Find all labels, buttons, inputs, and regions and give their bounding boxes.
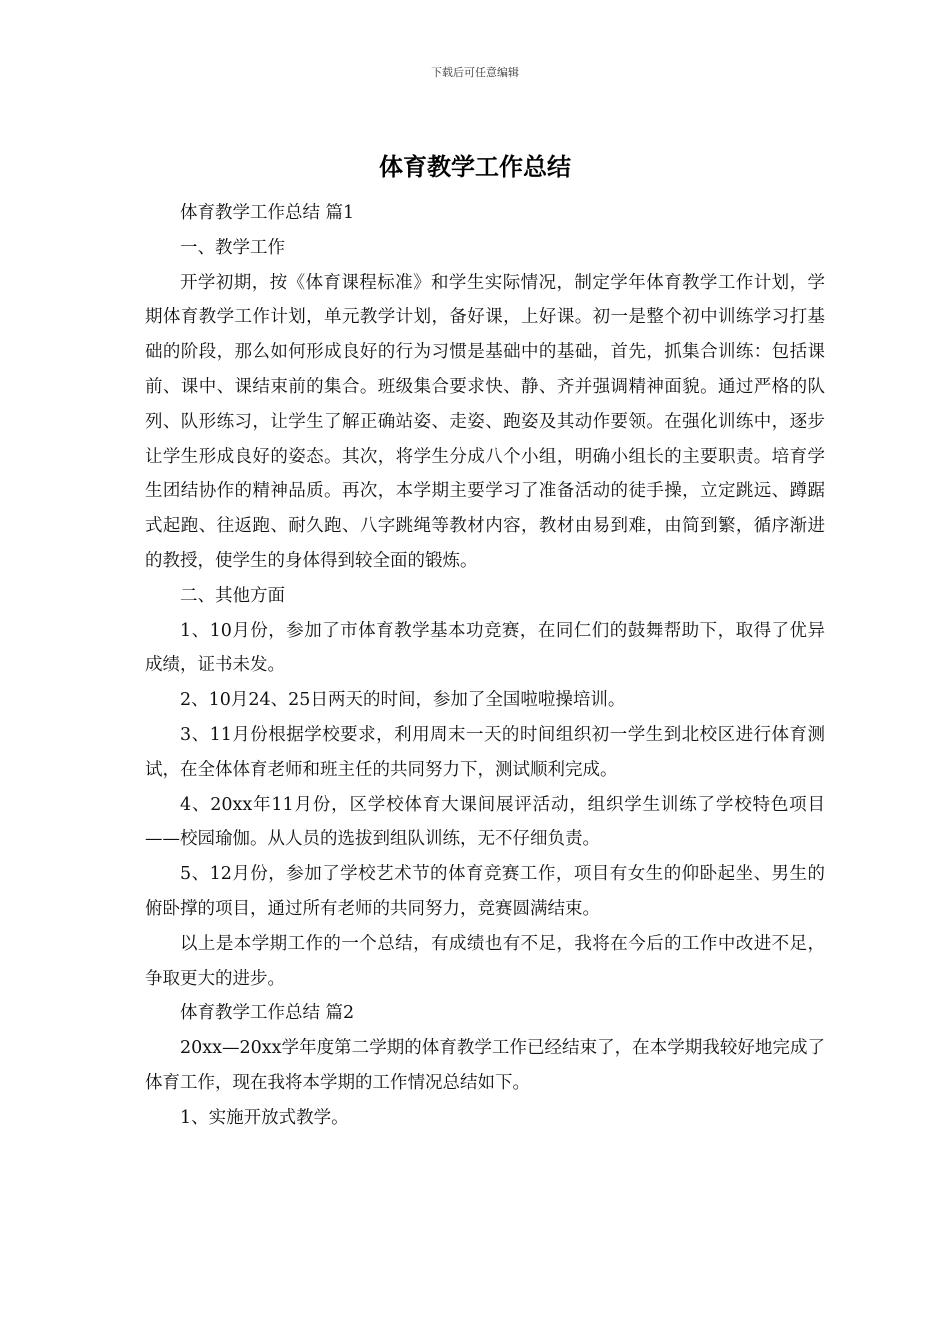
document-title: 体育教学工作总结 [379, 152, 571, 181]
document-body [145, 196, 825, 1136]
subheading-other-aspects: 二、其他方面 [180, 585, 285, 606]
list-item-5: 5、12月份，参加了学校艺术节的体育竞赛工作，项目有女生的仰卧起坐、男生的俯卧撑的项目，通过所有老师的共同努力，竞赛圆满结束。 [145, 864, 825, 919]
paragraph-part-2-intro: 20xx—20xx学年度第二学期的体育教学工作已经结束了，在本学期我较好地完成了体育工作，现在我将本学期的工作情况总结如下。 [145, 1038, 825, 1093]
list-item-open-teaching: 1、实施开放式教学。 [180, 1107, 349, 1128]
list-item-3: 3、11月份根据学校要求，利用周末一天的时间组织初一学生到北校区进行体育测试，在全体体育老师和班主任的共同努力下，测试顺利完成。 [145, 724, 825, 780]
list-item-1: 1、10月份，参加了市体育教学基本功竞赛，在同仁们的鼓舞帮助下，取得了优异成绩，证书未发。 [145, 620, 825, 676]
list-item-2: 2、10月24、25日两天的时间，参加了全国啦啦操培训。 [180, 690, 626, 711]
paragraph-summary: 以上是本学期工作的一个总结，有成绩也有不足，我将在今后的工作中改进不足，争取更大的进步。 [145, 933, 825, 989]
paragraph-teaching-work: 开学初期，按《体育课程标准》和学生实际情况，制定学年体育教学工作计划，学期体育教学工作计划，单元教学计划，备好课，上好课。初一是整个初中训练学习打基础的阶段，那么如何形成良好的行为习惯是基础中的基础，首先，抓集合训练：包括课前、课中、课结束前的集合。班级集合要求快、静、齐并强调精神面貌。通过严格的队列、队形练习，让学生了解正确站姿、走姿、跑姿及其动作要领。在强化训练中，逐步让学生形成良好的姿态。其次，将学生分成八个小组，明确小组长的主要职责。培育学生团结协作的精神品质。再次，本学期主要学习了准备活动的徒手操，立定跳远、蹲踞式起跑、往返跑、耐久跑、八字跳绳等教材内容，教材由易到难，由简到繁，循序渐进的教授，使学生的身体得到较全面的锻炼。 [145, 272, 825, 571]
list-item-4: 4、20xx年11月份，区学校体育大课间展评活动，组织学生训练了学校特色项目——校园瑜伽。从人员的选拔到组队训练，无不仔细负责。 [145, 794, 825, 850]
subheading-teaching-work: 一、教学工作 [180, 237, 285, 258]
section-heading-part-1: 体育教学工作总结 篇1 [180, 203, 355, 223]
page-header-note: 下载后可任意编辑 [431, 66, 519, 79]
section-heading-part-2: 体育教学工作总结 篇2 [180, 1003, 355, 1024]
